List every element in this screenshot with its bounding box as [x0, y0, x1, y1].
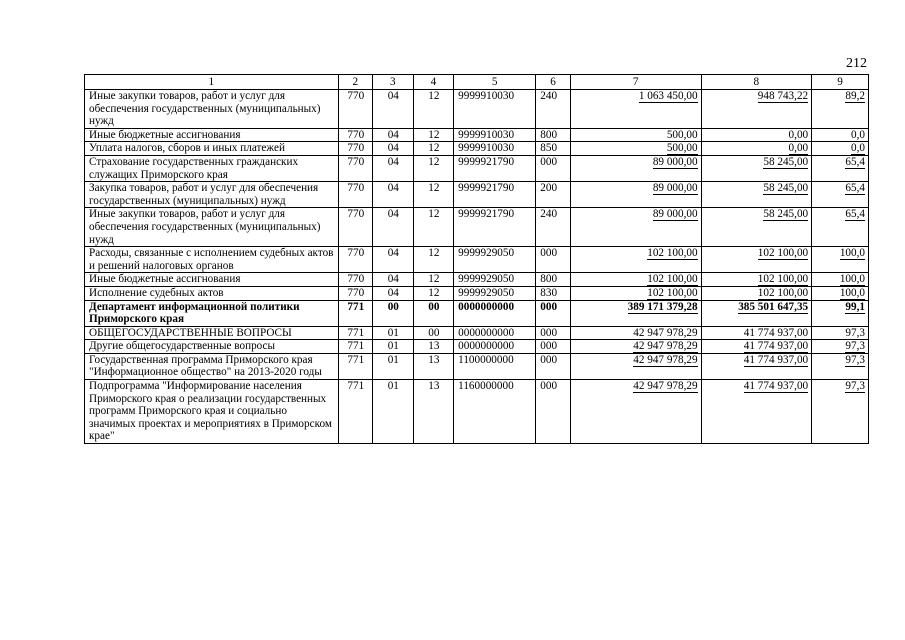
cell-name: ОБЩЕГОСУДАРСТВЕННЫЕ ВОПРОСЫ — [85, 326, 339, 340]
cell-admin-code: 770 — [338, 90, 372, 129]
cell-admin-code: 770 — [338, 128, 372, 142]
cell-executed-value: 0,00 — [788, 142, 809, 155]
cell-name: Иные закупки товаров, работ и услуг для обеспечения государственных (муниципальных) нужд — [85, 90, 339, 129]
cell-subsection: 00 — [413, 326, 454, 340]
cell-planned-value: 42 947 978,29 — [633, 380, 698, 393]
cell-executed — [701, 182, 812, 208]
cell-planned-value: 42 947 978,29 — [633, 326, 698, 339]
cell-executed — [701, 286, 812, 300]
cell-planned-value: 102 100,00 — [647, 273, 698, 286]
cell-percent — [812, 128, 869, 142]
cell-name: Государственная программа Приморского края "Информационное общество" на 2013-2020 годы — [85, 353, 339, 379]
cell-subsection: 12 — [413, 286, 454, 300]
cell-admin-code: 770 — [338, 182, 372, 208]
header-row — [85, 75, 869, 90]
cell-planned — [570, 182, 701, 208]
cell-admin-code: 771 — [338, 326, 372, 340]
cell-section: 01 — [373, 340, 414, 354]
cell-subsection: 12 — [413, 142, 454, 156]
cell-planned-value: 389 171 379,28 — [627, 300, 698, 313]
table-row — [85, 300, 869, 326]
cell-admin-code: 770 — [338, 247, 372, 273]
cell-name: Подпрограмма "Информирование населения Приморского края о реализации государственных программ Приморского края и социально значимых проектах и мероприятиях в Приморском крае" — [85, 380, 339, 444]
table-row — [85, 380, 869, 444]
cell-percent — [812, 353, 869, 379]
cell-executed — [701, 326, 812, 340]
cell-planned-value: 500,00 — [666, 142, 698, 155]
table-row — [85, 273, 869, 287]
cell-executed-value: 58 245,00 — [763, 182, 809, 195]
cell-admin-code: 770 — [338, 273, 372, 287]
cell-subsection: 12 — [413, 155, 454, 181]
page-number: 212 — [846, 56, 867, 71]
cell-target-article: 0000000000 — [454, 340, 536, 354]
cell-admin-code: 771 — [338, 300, 372, 326]
cell-percent-value: 97,3 — [845, 380, 865, 393]
cell-executed-value: 102 100,00 — [757, 273, 809, 286]
table-body — [85, 90, 869, 444]
cell-executed — [701, 353, 812, 379]
cell-executed-value: 41 774 937,00 — [743, 326, 809, 339]
cell-planned-value: 42 947 978,29 — [633, 340, 698, 353]
cell-target-article: 0000000000 — [454, 326, 536, 340]
cell-section: 04 — [373, 128, 414, 142]
header-cell: 6 — [536, 75, 570, 90]
cell-section: 01 — [373, 353, 414, 379]
cell-name: Иные закупки товаров, работ и услуг для обеспечения государственных (муниципальных) нужд — [85, 208, 339, 247]
cell-percent-value: 89,2 — [845, 90, 865, 102]
cell-executed — [701, 380, 812, 444]
cell-expense-type: 000 — [536, 155, 570, 181]
cell-section: 04 — [373, 208, 414, 247]
cell-executed — [701, 90, 812, 129]
cell-section: 01 — [373, 380, 414, 444]
cell-section: 04 — [373, 90, 414, 129]
cell-subsection: 12 — [413, 247, 454, 273]
cell-admin-code: 771 — [338, 353, 372, 379]
cell-name: Другие общегосударственные вопросы — [85, 340, 339, 354]
table-row — [85, 90, 869, 129]
cell-percent — [812, 273, 869, 287]
cell-admin-code: 770 — [338, 286, 372, 300]
cell-subsection: 00 — [413, 300, 454, 326]
cell-planned — [570, 353, 701, 379]
cell-percent-value: 65,4 — [845, 182, 865, 195]
cell-target-article: 9999929050 — [454, 273, 536, 287]
cell-percent — [812, 142, 869, 156]
cell-planned — [570, 326, 701, 340]
cell-expense-type: 000 — [536, 326, 570, 340]
cell-planned-value: 102 100,00 — [647, 286, 698, 299]
cell-subsection: 12 — [413, 273, 454, 287]
cell-subsection: 13 — [413, 353, 454, 379]
cell-percent — [812, 326, 869, 340]
cell-planned — [570, 208, 701, 247]
cell-planned — [570, 90, 701, 129]
cell-percent — [812, 90, 869, 129]
cell-percent-value: 0,0 — [851, 142, 865, 155]
table-row — [85, 155, 869, 181]
cell-executed — [701, 128, 812, 142]
cell-executed-value: 58 245,00 — [763, 155, 809, 168]
table-row — [85, 142, 869, 156]
cell-percent-value: 0,0 — [851, 128, 865, 141]
cell-name: Департамент информационной политики Приморского края — [85, 300, 339, 326]
cell-percent — [812, 380, 869, 444]
cell-percent — [812, 247, 869, 273]
cell-executed — [701, 155, 812, 181]
table-row — [85, 326, 869, 340]
cell-percent-value: 100,0 — [839, 286, 865, 299]
cell-planned — [570, 155, 701, 181]
cell-percent — [812, 155, 869, 181]
cell-percent — [812, 286, 869, 300]
cell-percent-value: 97,3 — [845, 353, 865, 366]
cell-planned — [570, 380, 701, 444]
cell-expense-type: 240 — [536, 90, 570, 129]
cell-executed-value: 385 501 647,35 — [738, 300, 809, 313]
cell-percent-value: 100,0 — [839, 273, 865, 286]
cell-subsection: 13 — [413, 340, 454, 354]
cell-section: 01 — [373, 326, 414, 340]
cell-executed — [701, 340, 812, 354]
header-cell: 1 — [85, 75, 339, 90]
table-row — [85, 340, 869, 354]
cell-percent-value: 99,1 — [845, 300, 865, 313]
cell-executed-value: 102 100,00 — [757, 247, 809, 260]
cell-planned — [570, 142, 701, 156]
cell-target-article: 1160000000 — [454, 380, 536, 444]
header-cell: 5 — [454, 75, 536, 90]
cell-name: Закупка товаров, работ и услуг для обеспечения государственных (муниципальных) нужд — [85, 182, 339, 208]
cell-percent — [812, 340, 869, 354]
table-row — [85, 286, 869, 300]
cell-percent-value: 97,3 — [845, 340, 865, 353]
cell-executed — [701, 142, 812, 156]
cell-planned-value: 42 947 978,29 — [633, 353, 698, 366]
cell-expense-type: 800 — [536, 273, 570, 287]
cell-section: 04 — [373, 182, 414, 208]
cell-percent-value: 97,3 — [845, 326, 865, 339]
cell-planned-value: 89 000,00 — [652, 208, 698, 221]
cell-target-article: 9999910030 — [454, 90, 536, 129]
cell-subsection: 13 — [413, 380, 454, 444]
cell-subsection: 12 — [413, 90, 454, 129]
table-row — [85, 247, 869, 273]
cell-name: Иные бюджетные ассигнования — [85, 128, 339, 142]
cell-section: 04 — [373, 247, 414, 273]
cell-target-article: 9999921790 — [454, 208, 536, 247]
header-cell: 2 — [338, 75, 372, 90]
cell-subsection: 12 — [413, 208, 454, 247]
cell-planned-value: 102 100,00 — [647, 247, 698, 260]
cell-admin-code: 770 — [338, 155, 372, 181]
cell-percent-value: 65,4 — [845, 155, 865, 168]
cell-expense-type: 830 — [536, 286, 570, 300]
cell-executed — [701, 273, 812, 287]
cell-name: Исполнение судебных актов — [85, 286, 339, 300]
cell-expense-type: 000 — [536, 247, 570, 273]
header-cell: 9 — [812, 75, 869, 90]
table-row — [85, 182, 869, 208]
cell-admin-code: 771 — [338, 340, 372, 354]
cell-executed-value: 0,00 — [788, 128, 809, 141]
cell-subsection: 12 — [413, 128, 454, 142]
cell-section: 04 — [373, 273, 414, 287]
cell-section: 04 — [373, 286, 414, 300]
cell-planned-value: 89 000,00 — [652, 155, 698, 168]
cell-name: Страхование государственных гражданских служащих Приморского края — [85, 155, 339, 181]
table-row — [85, 353, 869, 379]
table-row — [85, 128, 869, 142]
header-cell: 8 — [701, 75, 812, 90]
cell-percent — [812, 182, 869, 208]
cell-target-article: 0000000000 — [454, 300, 536, 326]
header-cell: 4 — [413, 75, 454, 90]
cell-expense-type: 850 — [536, 142, 570, 156]
cell-expense-type: 000 — [536, 353, 570, 379]
cell-planned — [570, 340, 701, 354]
cell-admin-code: 770 — [338, 142, 372, 156]
cell-admin-code: 770 — [338, 208, 372, 247]
cell-planned-value: 500,00 — [666, 128, 698, 141]
cell-executed-value: 41 774 937,00 — [743, 340, 809, 353]
cell-planned — [570, 247, 701, 273]
cell-executed — [701, 247, 812, 273]
cell-planned-value: 1 063 450,00 — [638, 90, 698, 102]
header-cell: 3 — [373, 75, 414, 90]
cell-subsection: 12 — [413, 182, 454, 208]
cell-planned — [570, 300, 701, 326]
cell-name: Уплата налогов, сборов и иных платежей — [85, 142, 339, 156]
cell-executed-value: 58 245,00 — [763, 208, 809, 221]
budget-table — [84, 74, 869, 444]
cell-name: Расходы, связанные с исполнением судебных актов и решений налоговых органов — [85, 247, 339, 273]
cell-section: 00 — [373, 300, 414, 326]
cell-executed — [701, 208, 812, 247]
cell-expense-type: 800 — [536, 128, 570, 142]
cell-expense-type: 240 — [536, 208, 570, 247]
cell-target-article: 9999910030 — [454, 128, 536, 142]
cell-admin-code: 771 — [338, 380, 372, 444]
cell-target-article: 9999921790 — [454, 182, 536, 208]
table-row — [85, 208, 869, 247]
cell-section: 04 — [373, 142, 414, 156]
cell-expense-type: 000 — [536, 380, 570, 444]
header-cell: 7 — [570, 75, 701, 90]
cell-planned — [570, 128, 701, 142]
cell-executed-value: 102 100,00 — [757, 286, 809, 299]
cell-executed-value: 41 774 937,00 — [743, 353, 809, 366]
cell-target-article: 9999910030 — [454, 142, 536, 156]
cell-planned — [570, 273, 701, 287]
cell-executed — [701, 300, 812, 326]
cell-target-article: 9999929050 — [454, 286, 536, 300]
cell-planned-value: 89 000,00 — [652, 182, 698, 195]
cell-executed-value: 41 774 937,00 — [743, 380, 809, 393]
cell-percent-value: 100,0 — [839, 247, 865, 260]
cell-expense-type: 000 — [536, 300, 570, 326]
cell-executed-value: 948 743,22 — [757, 90, 809, 102]
cell-target-article: 1100000000 — [454, 353, 536, 379]
cell-section: 04 — [373, 155, 414, 181]
cell-percent — [812, 300, 869, 326]
cell-percent-value: 65,4 — [845, 208, 865, 221]
cell-expense-type: 200 — [536, 182, 570, 208]
cell-target-article: 9999929050 — [454, 247, 536, 273]
cell-percent — [812, 208, 869, 247]
cell-target-article: 9999921790 — [454, 155, 536, 181]
cell-name: Иные бюджетные ассигнования — [85, 273, 339, 287]
cell-planned — [570, 286, 701, 300]
cell-expense-type: 000 — [536, 340, 570, 354]
